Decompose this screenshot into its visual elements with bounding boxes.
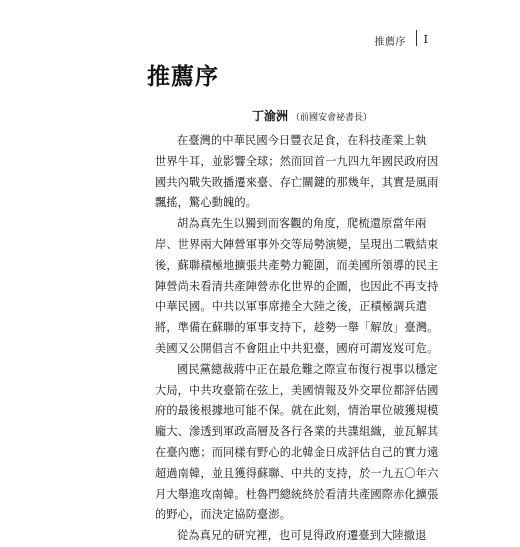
- text-line: 陣營尚未看清共產陣營赤化世界的企圖，也因此不再支持: [155, 279, 439, 293]
- text-line: 的野心，而決定協防臺澎。: [155, 508, 292, 522]
- text-line: 中華民國。中共以軍事席捲全大陸之後，正積極調兵遣: [155, 300, 428, 314]
- text-line: 美國又公開倡言不會阻止中共犯臺，國府可謂岌岌可危。: [155, 341, 439, 355]
- text-line: 將，準備在蘇聯的軍事支持下，趁勢一舉「解放」臺灣。: [155, 321, 439, 335]
- text-line: 後，蘇聯積極地擴張共產勢力範圍，而美國所領導的民主: [155, 258, 439, 272]
- text-line: 世界牛耳，並影響全球；然而回首一九四九年國民政府因: [155, 154, 439, 168]
- byline: [252, 107, 372, 124]
- text-line: 龐大、滲透到軍政高層及各行各業的共諜組織，並瓦解其: [155, 425, 439, 439]
- text-line: 從為真兄的研究裡，也可見得政府遷臺到大陸撤退: [177, 529, 427, 543]
- text-line: 在臺內應；而同樣有野心的北韓金日成評估自己的實力遠: [155, 445, 439, 459]
- text-line: 胡為真先生以獨到而客觀的角度，爬梳還原當年兩: [177, 217, 427, 231]
- text-line: 超過南韓，並且獲得蘇聯、中共的支持，於一九五〇年六: [155, 466, 439, 480]
- chapter-title: 推薦序: [147, 64, 219, 90]
- text-line: 國共內戰失敗播遷來臺、存亡關鍵的那幾年，其實是風雨: [155, 175, 439, 189]
- text-line: 國民黨總裁蔣中正在最危難之際宣布復行視事以穩定: [177, 362, 438, 376]
- text-line: 大局，中共攻臺箭在弦上，美國情報及外交單位都評估國: [155, 383, 439, 397]
- running-head-title: 推薦序: [374, 37, 406, 48]
- body-text: [155, 131, 439, 547]
- header-divider: [416, 30, 417, 46]
- text-line: 月大舉進攻南韓。杜魯門總統終於看清共產國際赤化擴張: [155, 487, 439, 501]
- text-line: 在臺灣的中華民國今日豐衣足食，在科技產業上執: [177, 134, 427, 147]
- text-line: 府的最後根據地可能不保。就在此刻，情治單位破獲規模: [155, 404, 439, 418]
- text-line: 飄搖，驚心動魄的。: [155, 196, 258, 210]
- text-line: 岸、世界兩大陣營軍事外交等局勢演變，呈現出二戰結束: [155, 237, 439, 251]
- author-name: 丁渝洲: [251, 109, 288, 123]
- page-number: I: [423, 33, 428, 46]
- author-title-note: （前國安會祕書長）: [290, 113, 372, 123]
